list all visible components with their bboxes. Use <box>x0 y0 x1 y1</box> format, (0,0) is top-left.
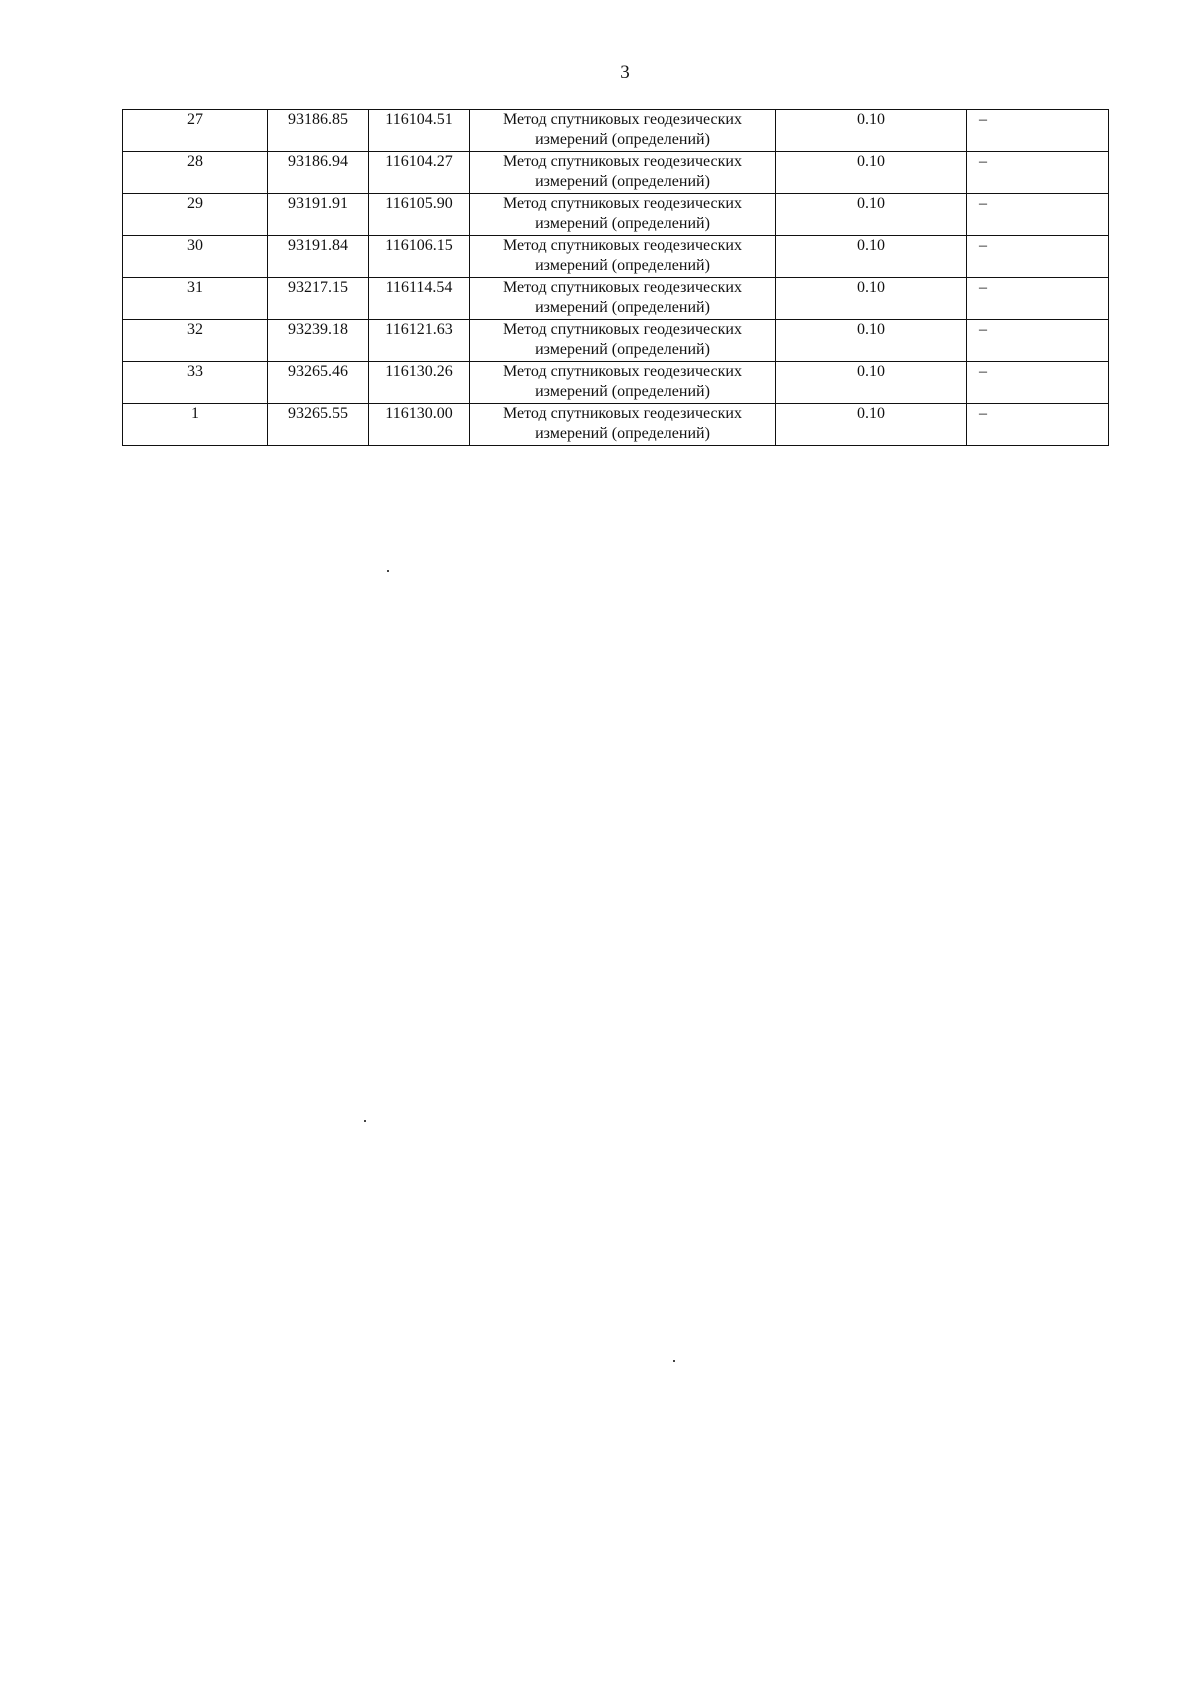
y-coordinate-cell: 116106.15 <box>369 236 470 278</box>
x-coordinate-cell: 93191.91 <box>268 194 369 236</box>
method-line-1: Метод спутниковых геодезических <box>503 363 742 380</box>
method-cell <box>470 320 776 362</box>
accuracy-cell: 0.10 <box>776 236 967 278</box>
table-row <box>123 320 1109 362</box>
point-number-cell: 29 <box>123 194 268 236</box>
accuracy-cell: 0.10 <box>776 194 967 236</box>
table-row <box>123 110 1109 152</box>
point-number-cell: 32 <box>123 320 268 362</box>
table-row <box>123 404 1109 446</box>
x-coordinate-cell: 93265.55 <box>268 404 369 446</box>
method-cell <box>470 194 776 236</box>
description-cell: – <box>967 362 1109 404</box>
y-coordinate-cell: 116121.63 <box>369 320 470 362</box>
method-line-1: Метод спутниковых геодезических <box>503 195 742 212</box>
point-number-cell: 31 <box>123 278 268 320</box>
description-cell: – <box>967 320 1109 362</box>
method-line-1: Метод спутниковых геодезических <box>503 279 742 296</box>
accuracy-cell: 0.10 <box>776 362 967 404</box>
accuracy-cell: 0.10 <box>776 320 967 362</box>
y-coordinate-cell: 116130.26 <box>369 362 470 404</box>
x-coordinate-cell: 93217.15 <box>268 278 369 320</box>
x-coordinate-cell: 93265.46 <box>268 362 369 404</box>
x-coordinate-cell: 93186.94 <box>268 152 369 194</box>
table-row <box>123 362 1109 404</box>
description-cell: – <box>967 194 1109 236</box>
scan-speck <box>387 570 389 572</box>
y-coordinate-cell: 116105.90 <box>369 194 470 236</box>
x-coordinate-cell: 93239.18 <box>268 320 369 362</box>
accuracy-cell: 0.10 <box>776 110 967 152</box>
scan-speck <box>673 1360 675 1362</box>
page-number: 3 <box>620 62 630 83</box>
description-cell: – <box>967 278 1109 320</box>
table-row <box>123 278 1109 320</box>
method-cell <box>470 236 776 278</box>
table-row <box>123 194 1109 236</box>
x-coordinate-cell: 93186.85 <box>268 110 369 152</box>
method-cell <box>470 404 776 446</box>
method-cell <box>470 362 776 404</box>
accuracy-cell: 0.10 <box>776 152 967 194</box>
method-line-1: Метод спутниковых геодезических <box>503 405 742 422</box>
point-number-cell: 33 <box>123 362 268 404</box>
y-coordinate-cell: 116104.51 <box>369 110 470 152</box>
y-coordinate-cell: 116114.54 <box>369 278 470 320</box>
method-line-2: измерений (определений) <box>535 257 710 274</box>
method-line-2: измерений (определений) <box>535 383 710 400</box>
table-row <box>123 152 1109 194</box>
method-line-2: измерений (определений) <box>535 299 710 316</box>
method-line-1: Метод спутниковых геодезических <box>503 321 742 338</box>
accuracy-cell: 0.10 <box>776 278 967 320</box>
method-line-1: Метод спутниковых геодезических <box>503 237 742 254</box>
method-cell <box>470 278 776 320</box>
x-coordinate-cell: 93191.84 <box>268 236 369 278</box>
accuracy-cell: 0.10 <box>776 404 967 446</box>
point-number-cell: 1 <box>123 404 268 446</box>
point-number-cell: 27 <box>123 110 268 152</box>
description-cell: – <box>967 236 1109 278</box>
method-cell <box>470 110 776 152</box>
point-number-cell: 28 <box>123 152 268 194</box>
method-line-2: измерений (определений) <box>535 425 710 442</box>
method-line-1: Метод спутниковых геодезических <box>503 111 742 128</box>
scan-speck <box>364 1120 366 1122</box>
y-coordinate-cell: 116104.27 <box>369 152 470 194</box>
y-coordinate-cell: 116130.00 <box>369 404 470 446</box>
method-cell <box>470 152 776 194</box>
coordinates-table <box>122 109 1109 446</box>
method-line-2: измерений (определений) <box>535 173 710 190</box>
description-cell: – <box>967 152 1109 194</box>
method-line-2: измерений (определений) <box>535 341 710 358</box>
method-line-1: Метод спутниковых геодезических <box>503 153 742 170</box>
table-row <box>123 236 1109 278</box>
description-cell: – <box>967 404 1109 446</box>
method-line-2: измерений (определений) <box>535 131 710 148</box>
point-number-cell: 30 <box>123 236 268 278</box>
method-line-2: измерений (определений) <box>535 215 710 232</box>
description-cell: – <box>967 110 1109 152</box>
